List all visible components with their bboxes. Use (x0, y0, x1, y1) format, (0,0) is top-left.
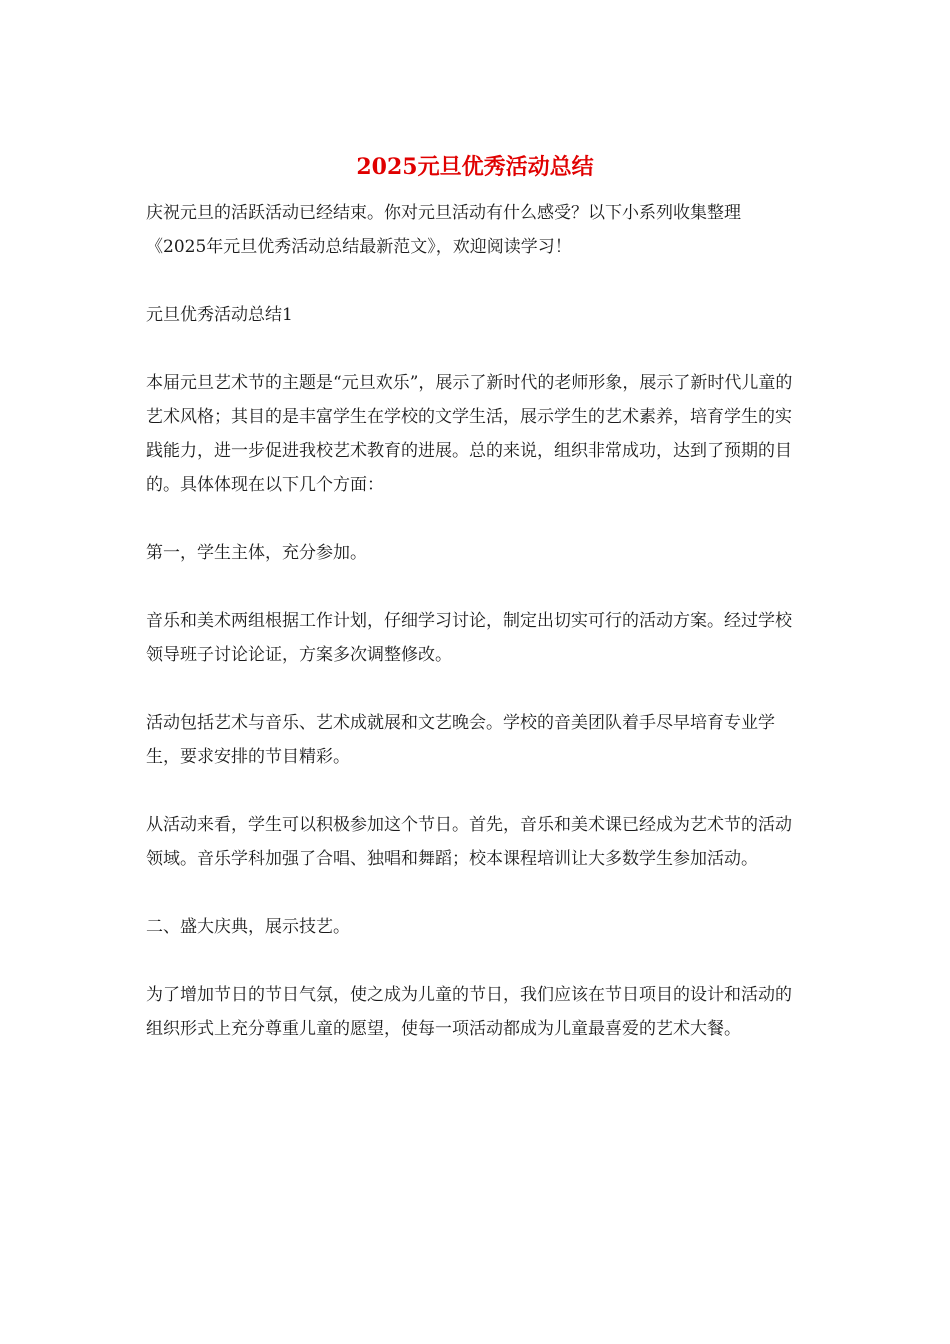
subheading: 二、盛大庆典，展示技艺。 (146, 917, 350, 937)
subheading: 第一，学生主体，充分参加。 (146, 543, 367, 563)
section-heading: 元旦优秀活动总结1 (146, 305, 293, 325)
paragraph: 本届元旦艺术节的主题是“元旦欢乐”，展示了新时代的老师形象，展示了新时代儿童的艺术风格；其目的是丰富学生在学校的文学生活，展示学生的艺术素养，培育学生的实践能力，进一步促进我校艺术教育的进展。总的来说，组织非常成功，达到了预期的目的。具体体现在以下几个方面： (146, 373, 793, 495)
document-title: 2025元旦优秀活动总结 (356, 154, 594, 180)
paragraph: 从活动来看，学生可以积极参加这个节日。首先，音乐和美术课已经成为艺术节的活动领域。音乐学科加强了合唱、独唱和舞蹈；校本课程培训让大多数学生参加活动。 (146, 815, 792, 869)
paragraph-intro: 庆祝元旦的活跃活动已经结束。你对元旦活动有什么感受？以下小系列收集整理《2025年元旦优秀活动总结最新范文》，欢迎阅读学习！ (146, 203, 741, 257)
document-body (146, 196, 798, 1080)
paragraph: 活动包括艺术与音乐、艺术成就展和文艺晚会。学校的音美团队着手尽早培育专业学生，要求安排的节目精彩。 (146, 713, 775, 767)
paragraph: 音乐和美术两组根据工作计划，仔细学习讨论，制定出切实可行的活动方案。经过学校领导班子讨论论证，方案多次调整修改。 (146, 611, 792, 665)
paragraph: 为了增加节日的节日气氛，使之成为儿童的节日，我们应该在节日项目的设计和活动的组织形式上充分尊重儿童的愿望，使每一项活动都成为儿童最喜爱的艺术大餐。 (146, 985, 792, 1039)
